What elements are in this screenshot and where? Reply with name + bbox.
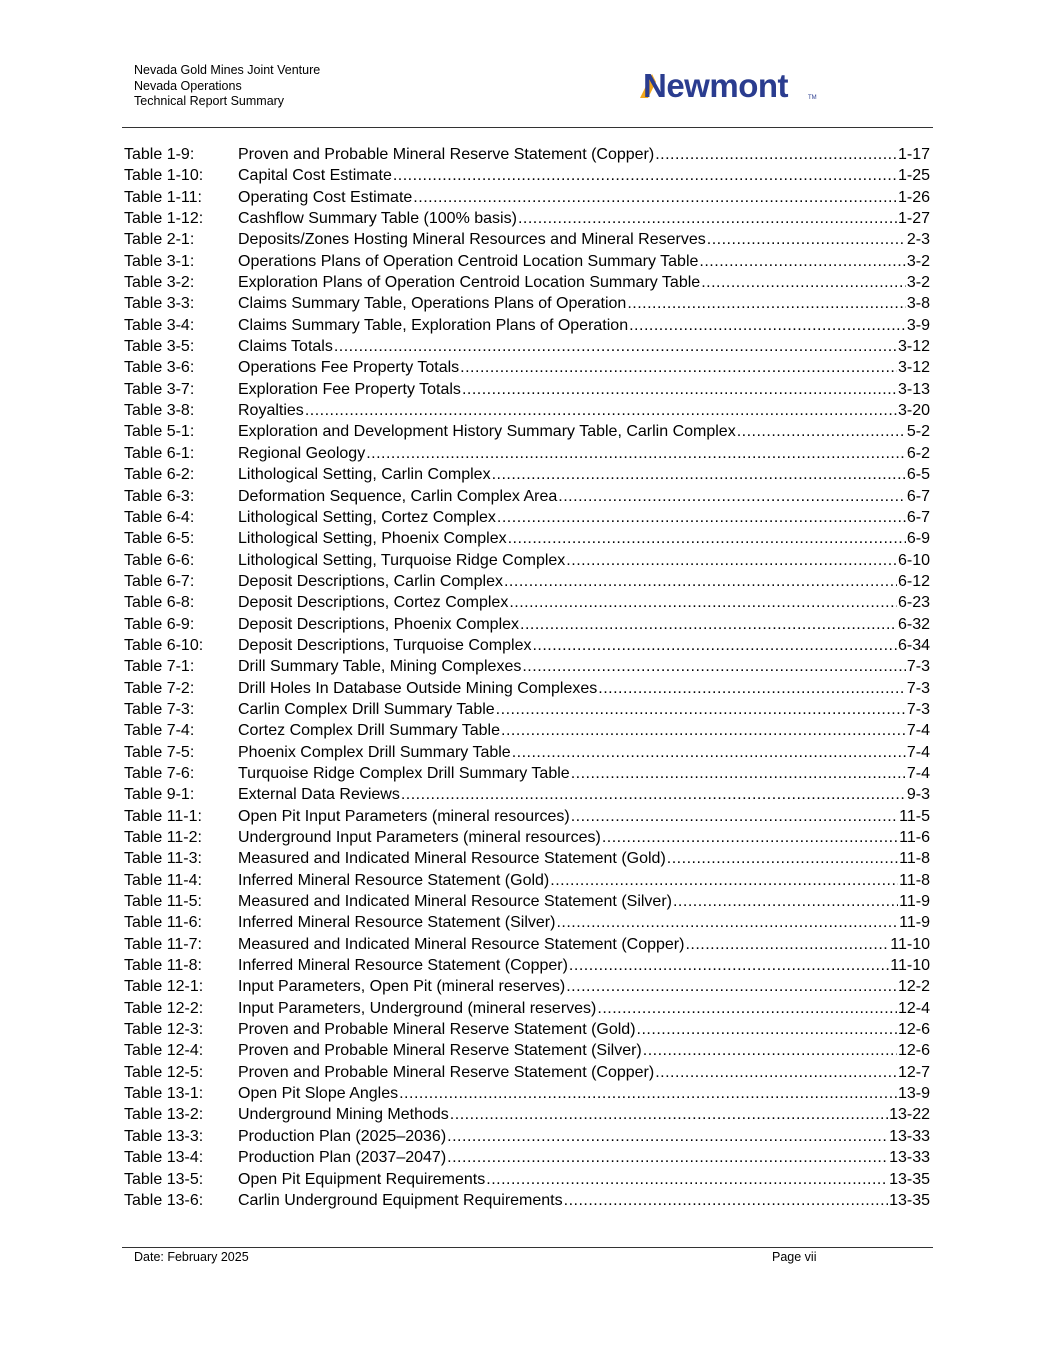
table-number: Table 7-6: bbox=[124, 764, 195, 782]
table-title[interactable]: Deposit Descriptions, Carlin Complex bbox=[238, 572, 503, 590]
toc-entry[interactable] bbox=[124, 400, 930, 421]
dot-leader bbox=[447, 1147, 888, 1168]
table-title[interactable]: Carlin Complex Drill Summary Table bbox=[238, 700, 495, 718]
page-reference[interactable]: 12-4 bbox=[897, 999, 930, 1017]
table-title[interactable]: Open Pit Slope Angles bbox=[238, 1085, 399, 1103]
dot-leader bbox=[492, 464, 906, 485]
toc-entry[interactable] bbox=[124, 912, 930, 933]
table-title[interactable]: Lithological Setting, Phoenix Complex bbox=[238, 530, 507, 548]
svg-text:Newmont: Newmont bbox=[643, 67, 788, 102]
toc-entry[interactable] bbox=[124, 998, 930, 1019]
toc-entry[interactable] bbox=[124, 614, 930, 635]
table-number: Table 11-2: bbox=[124, 829, 202, 846]
dot-leader bbox=[399, 1083, 897, 1104]
page-reference[interactable]: 1-25 bbox=[897, 167, 930, 185]
table-number: Table 6-7: bbox=[124, 572, 195, 590]
table-title[interactable]: Measured and Indicated Mineral Resource Statement (Gold) bbox=[238, 850, 666, 868]
page-reference[interactable]: 7-4 bbox=[906, 743, 930, 761]
table-title[interactable]: Operations Plans of Operation Centroid Location Summary Table bbox=[238, 252, 699, 270]
table-number: Table 6-1: bbox=[124, 444, 195, 462]
toc-entry[interactable] bbox=[124, 187, 930, 208]
toc-entry[interactable] bbox=[124, 955, 930, 976]
table-title[interactable]: Open Pit Input Parameters (mineral resources) bbox=[238, 807, 570, 825]
table-number: Table 11-1: bbox=[124, 807, 202, 825]
toc-entry[interactable] bbox=[124, 891, 930, 912]
toc-entry[interactable] bbox=[124, 1104, 930, 1125]
page-reference[interactable]: 11-10 bbox=[890, 935, 930, 953]
toc-entry[interactable] bbox=[124, 1126, 930, 1147]
page-reference[interactable]: 7-4 bbox=[906, 722, 930, 740]
toc-entry[interactable] bbox=[124, 251, 930, 272]
footer-divider bbox=[122, 1247, 933, 1248]
table-title[interactable]: Production Plan (2025–2036) bbox=[238, 1127, 447, 1145]
table-number: Table 11-3: bbox=[124, 850, 202, 868]
toc-entry[interactable] bbox=[124, 763, 930, 784]
toc-entry[interactable] bbox=[124, 720, 930, 741]
table-title[interactable]: Inferred Mineral Resource Statement (Copper) bbox=[238, 957, 568, 975]
toc-entry[interactable] bbox=[124, 208, 930, 229]
document-header bbox=[134, 63, 320, 110]
table-number: Table 3-4: bbox=[124, 316, 195, 334]
page-reference[interactable]: 3-20 bbox=[897, 402, 930, 420]
toc-entry[interactable] bbox=[124, 293, 930, 314]
table-title[interactable]: Lithological Setting, Cortez Complex bbox=[238, 508, 496, 526]
newmont-logo bbox=[640, 66, 820, 102]
page-reference[interactable]: 6-7 bbox=[906, 508, 930, 526]
dot-leader bbox=[520, 614, 897, 635]
table-number: Table 13-2: bbox=[124, 1106, 204, 1124]
table-number: Table 1-12: bbox=[124, 210, 204, 228]
page-reference[interactable]: 13-9 bbox=[897, 1085, 930, 1103]
table-title[interactable]: Input Parameters, Open Pit (mineral reserves) bbox=[238, 978, 566, 996]
toc-entry[interactable] bbox=[124, 357, 930, 378]
page-reference[interactable]: 6-2 bbox=[906, 444, 930, 462]
dot-leader bbox=[667, 848, 898, 869]
toc-entry[interactable] bbox=[124, 315, 930, 336]
toc-entry[interactable] bbox=[124, 272, 930, 293]
table-title[interactable]: Open Pit Equipment Requirements bbox=[238, 1170, 486, 1188]
table-number: Table 3-2: bbox=[124, 274, 195, 292]
dot-leader bbox=[509, 592, 897, 613]
table-number: Table 6-10: bbox=[124, 636, 204, 654]
toc-entry[interactable] bbox=[124, 742, 930, 763]
page-reference[interactable]: 6-9 bbox=[906, 530, 930, 548]
table-number: Table 7-5: bbox=[124, 743, 195, 761]
dot-leader bbox=[566, 976, 897, 997]
dot-leader bbox=[655, 144, 897, 165]
dot-leader bbox=[571, 763, 906, 784]
page-reference[interactable]: 6-23 bbox=[897, 594, 930, 612]
toc-entry[interactable] bbox=[124, 656, 930, 677]
dot-leader bbox=[518, 208, 897, 229]
dot-leader bbox=[447, 1126, 888, 1147]
toc-entry[interactable] bbox=[124, 421, 930, 442]
table-number: Table 3-6: bbox=[124, 359, 195, 377]
header-line: Nevada Operations bbox=[134, 78, 242, 93]
dot-leader bbox=[550, 870, 898, 891]
table-title[interactable]: Measured and Indicated Mineral Resource Statement (Silver) bbox=[238, 893, 672, 911]
toc-entry[interactable] bbox=[124, 165, 930, 186]
table-title[interactable]: Inferred Mineral Resource Statement (Gold) bbox=[238, 871, 550, 889]
page-reference[interactable]: 13-35 bbox=[889, 1170, 930, 1188]
table-number: Table 3-1: bbox=[124, 252, 195, 270]
table-number: Table 11-7: bbox=[124, 935, 202, 953]
table-number: Table 6-5: bbox=[124, 530, 195, 548]
table-title[interactable]: Exploration and Development History Summary Table, Carlin Complex bbox=[238, 423, 736, 441]
toc-entry[interactable] bbox=[124, 464, 930, 485]
table-title[interactable]: Proven and Probable Mineral Reserve Statement (Copper) bbox=[238, 146, 655, 163]
dot-leader bbox=[334, 336, 897, 357]
table-number: Table 12-5: bbox=[124, 1063, 204, 1081]
dot-leader bbox=[637, 1019, 897, 1040]
dot-leader bbox=[504, 571, 897, 592]
page-reference[interactable]: 1-26 bbox=[897, 188, 930, 206]
page-reference[interactable]: 1-27 bbox=[897, 210, 930, 228]
page-reference[interactable]: 11-8 bbox=[899, 871, 930, 889]
table-title[interactable]: Input Parameters, Underground (mineral reserves) bbox=[238, 999, 597, 1017]
svg-text:TM: TM bbox=[808, 95, 817, 101]
table-title[interactable]: Proven and Probable Mineral Reserve Statement (Silver) bbox=[238, 1042, 642, 1060]
dot-leader bbox=[501, 720, 906, 741]
toc-entry[interactable] bbox=[124, 848, 930, 869]
dot-leader bbox=[598, 678, 906, 699]
page-reference[interactable]: 3-2 bbox=[906, 274, 930, 292]
dot-leader bbox=[450, 1104, 888, 1125]
header-line: Technical Report Summary bbox=[134, 94, 285, 108]
table-title[interactable]: Drill Holes In Database Outside Mining Complexes bbox=[238, 679, 598, 697]
page-reference[interactable]: 7-3 bbox=[906, 700, 930, 718]
table-title[interactable]: Measured and Indicated Mineral Resource Statement (Copper) bbox=[238, 935, 685, 953]
page-reference[interactable]: 13-35 bbox=[889, 1191, 930, 1209]
page-reference[interactable]: 12-2 bbox=[897, 978, 930, 996]
dot-leader bbox=[532, 635, 897, 656]
table-title[interactable]: Claims Summary Table, Operations Plans of Operation bbox=[238, 295, 627, 313]
dot-leader bbox=[522, 656, 906, 677]
page-reference[interactable]: 6-34 bbox=[897, 636, 930, 654]
list-of-tables bbox=[124, 144, 930, 1211]
table-title[interactable]: Exploration Plans of Operation Centroid Location Summary Table bbox=[238, 274, 701, 292]
table-number: Table 13-3: bbox=[124, 1127, 204, 1145]
table-number: Table 13-5: bbox=[124, 1170, 204, 1188]
dot-leader bbox=[643, 1040, 897, 1061]
table-title[interactable]: Underground Input Parameters (mineral resources) bbox=[238, 829, 601, 846]
table-title[interactable]: Claims Summary Table, Exploration Plans of Operation bbox=[238, 316, 629, 334]
table-number: Table 11-4: bbox=[124, 871, 202, 889]
dot-leader bbox=[366, 443, 906, 464]
table-title[interactable]: Royalties bbox=[238, 402, 304, 420]
page-reference[interactable]: 6-32 bbox=[897, 615, 930, 633]
footer-date: Date: February 2025 bbox=[134, 1250, 249, 1264]
page-reference[interactable]: 13-22 bbox=[889, 1106, 930, 1124]
header-line: Nevada Gold Mines Joint Venture bbox=[134, 63, 321, 77]
toc-entry[interactable] bbox=[124, 443, 930, 464]
table-title[interactable]: Phoenix Complex Drill Summary Table bbox=[238, 743, 511, 761]
toc-entry[interactable] bbox=[124, 144, 930, 165]
table-title[interactable]: Deposits/Zones Hosting Mineral Resources and Mineral Reserves bbox=[238, 231, 706, 249]
table-number: Table 12-1: bbox=[124, 978, 204, 996]
page-reference[interactable]: 11-6 bbox=[899, 829, 930, 846]
page-reference[interactable]: 5-2 bbox=[906, 423, 930, 441]
toc-entry[interactable] bbox=[124, 870, 930, 891]
dot-leader bbox=[497, 507, 906, 528]
table-title[interactable]: Cashflow Summary Table (100% basis) bbox=[238, 210, 517, 228]
table-title[interactable]: Inferred Mineral Resource Statement (Silver) bbox=[238, 914, 556, 932]
dot-leader bbox=[558, 486, 906, 507]
table-number: Table 13-1: bbox=[124, 1085, 204, 1103]
header-divider bbox=[122, 127, 933, 128]
table-title[interactable]: Cortez Complex Drill Summary Table bbox=[238, 722, 500, 740]
toc-entry[interactable] bbox=[124, 592, 930, 613]
page-reference[interactable]: 11-9 bbox=[899, 914, 930, 932]
dot-leader bbox=[460, 357, 897, 378]
toc-entry[interactable] bbox=[124, 1040, 930, 1061]
table-number: Table 7-2: bbox=[124, 679, 195, 697]
table-title[interactable]: Capital Cost Estimate bbox=[238, 167, 392, 185]
toc-entry[interactable] bbox=[124, 507, 930, 528]
toc-entry[interactable] bbox=[124, 528, 930, 549]
table-number: Table 12-2: bbox=[124, 999, 204, 1017]
dot-leader bbox=[569, 955, 889, 976]
table-number: Table 5-1: bbox=[124, 423, 195, 441]
dot-leader bbox=[413, 187, 897, 208]
dot-leader bbox=[462, 379, 897, 400]
table-number: Table 11-6: bbox=[124, 914, 202, 932]
dot-leader bbox=[571, 806, 898, 827]
toc-entry[interactable] bbox=[124, 827, 930, 848]
footer-page-number: Page vii bbox=[772, 1250, 817, 1264]
dot-leader bbox=[401, 784, 906, 805]
toc-entry[interactable] bbox=[124, 1083, 930, 1104]
dot-leader bbox=[627, 293, 906, 314]
table-number: Table 7-4: bbox=[124, 722, 195, 740]
dot-leader bbox=[496, 699, 906, 720]
table-number: Table 6-3: bbox=[124, 487, 195, 505]
page-reference[interactable]: 12-6 bbox=[897, 1042, 930, 1060]
dot-leader bbox=[564, 1190, 888, 1211]
toc-entry[interactable] bbox=[124, 976, 930, 997]
dot-leader bbox=[629, 315, 906, 336]
page-reference[interactable]: 11-9 bbox=[899, 893, 930, 911]
toc-entry[interactable] bbox=[124, 571, 930, 592]
table-number: Table 2-1: bbox=[124, 231, 195, 249]
dot-leader bbox=[597, 998, 897, 1019]
table-number: Table 7-3: bbox=[124, 700, 195, 718]
table-number: Table 6-8: bbox=[124, 594, 195, 612]
page-reference[interactable]: 11-5 bbox=[899, 807, 930, 825]
dot-leader bbox=[699, 251, 905, 272]
dot-leader bbox=[512, 742, 906, 763]
toc-entry[interactable] bbox=[124, 1147, 930, 1168]
page-reference[interactable]: 7-3 bbox=[906, 658, 930, 676]
toc-entry[interactable] bbox=[124, 379, 930, 400]
table-title[interactable]: Production Plan (2037–2047) bbox=[238, 1149, 447, 1167]
dot-leader bbox=[566, 550, 897, 571]
table-title[interactable]: Claims Totals bbox=[238, 338, 333, 356]
table-number: Table 1-11: bbox=[124, 188, 202, 206]
table-number: Table 12-4: bbox=[124, 1042, 204, 1060]
table-title[interactable]: Deposit Descriptions, Turquoise Complex bbox=[238, 636, 532, 654]
dot-leader bbox=[393, 165, 897, 186]
table-title[interactable]: Underground Mining Methods bbox=[238, 1106, 449, 1124]
table-title[interactable]: Operating Cost Estimate bbox=[238, 188, 413, 206]
table-title[interactable]: Proven and Probable Mineral Reserve Statement (Gold) bbox=[238, 1021, 636, 1039]
toc-entry[interactable] bbox=[124, 336, 930, 357]
dot-leader bbox=[737, 421, 906, 442]
toc-entry[interactable] bbox=[124, 1169, 930, 1190]
table-number: Table 3-3: bbox=[124, 295, 195, 313]
table-number: Table 6-4: bbox=[124, 508, 195, 526]
page-reference[interactable]: 3-9 bbox=[906, 316, 930, 334]
dot-leader bbox=[701, 272, 906, 293]
page-reference[interactable]: 6-5 bbox=[906, 466, 930, 484]
dot-leader bbox=[673, 891, 898, 912]
dot-leader bbox=[685, 934, 889, 955]
table-number: Table 7-1: bbox=[124, 658, 195, 676]
page-reference[interactable]: 3-12 bbox=[897, 359, 930, 377]
table-number: Table 3-5: bbox=[124, 338, 195, 356]
table-title[interactable]: Lithological Setting, Turquoise Ridge Complex bbox=[238, 551, 566, 569]
page-reference[interactable]: 3-2 bbox=[906, 252, 930, 270]
toc-entry[interactable] bbox=[124, 806, 930, 827]
page-reference[interactable]: 3-8 bbox=[906, 295, 930, 313]
toc-entry[interactable] bbox=[124, 1190, 930, 1211]
toc-entry[interactable] bbox=[124, 550, 930, 571]
page-reference[interactable]: 11-10 bbox=[890, 957, 930, 975]
dot-leader bbox=[602, 827, 898, 848]
table-number: Table 6-6: bbox=[124, 551, 195, 569]
dot-leader bbox=[556, 912, 898, 933]
page-reference[interactable]: 6-12 bbox=[897, 572, 930, 590]
table-number: Table 6-2: bbox=[124, 466, 195, 484]
table-number: Table 11-8: bbox=[124, 957, 202, 975]
page-reference[interactable]: 7-3 bbox=[906, 679, 930, 697]
table-number: Table 1-9: bbox=[124, 146, 195, 163]
page-reference[interactable]: 6-7 bbox=[906, 487, 930, 505]
table-title[interactable]: Operations Fee Property Totals bbox=[238, 359, 460, 377]
toc-entry[interactable] bbox=[124, 784, 930, 805]
table-title[interactable]: Deformation Sequence, Carlin Complex Area bbox=[238, 487, 558, 505]
dot-leader bbox=[486, 1169, 888, 1190]
table-number: Table 13-4: bbox=[124, 1149, 204, 1167]
toc-entry[interactable] bbox=[124, 635, 930, 656]
table-title[interactable]: Deposit Descriptions, Phoenix Complex bbox=[238, 615, 520, 633]
table-number: Table 3-7: bbox=[124, 380, 195, 398]
table-number: Table 9-1: bbox=[124, 786, 195, 804]
table-number: Table 13-6: bbox=[124, 1191, 204, 1209]
page-reference[interactable]: 13-33 bbox=[889, 1149, 930, 1167]
table-title[interactable]: External Data Reviews bbox=[238, 786, 400, 804]
page-reference[interactable]: 12-6 bbox=[897, 1021, 930, 1039]
table-number: Table 12-3: bbox=[124, 1021, 204, 1039]
page-reference[interactable]: 2-3 bbox=[906, 231, 930, 249]
dot-leader bbox=[305, 400, 897, 421]
table-title[interactable]: Exploration Fee Property Totals bbox=[238, 380, 461, 398]
table-title[interactable]: Proven and Probable Mineral Reserve Statement (Copper) bbox=[238, 1063, 655, 1081]
page-reference[interactable]: 12-7 bbox=[897, 1063, 930, 1081]
page-reference[interactable]: 6-10 bbox=[897, 551, 930, 569]
page-reference[interactable]: 3-12 bbox=[897, 338, 930, 356]
table-number: Table 1-10: bbox=[124, 167, 204, 185]
toc-entry[interactable] bbox=[124, 1019, 930, 1040]
dot-leader bbox=[508, 528, 906, 549]
toc-entry[interactable] bbox=[124, 678, 930, 699]
page-reference[interactable]: 13-33 bbox=[889, 1127, 930, 1145]
page-reference[interactable]: 3-13 bbox=[897, 380, 930, 398]
toc-entry[interactable] bbox=[124, 486, 930, 507]
table-number: Table 6-9: bbox=[124, 615, 195, 633]
table-title[interactable]: Drill Summary Table, Mining Complexes bbox=[238, 658, 522, 676]
table-number: Table 11-5: bbox=[124, 893, 202, 911]
table-title[interactable]: Lithological Setting, Carlin Complex bbox=[238, 466, 491, 484]
toc-entry[interactable] bbox=[124, 934, 930, 955]
table-title[interactable]: Turquoise Ridge Complex Drill Summary Table bbox=[238, 764, 570, 782]
table-title[interactable]: Deposit Descriptions, Cortez Complex bbox=[238, 594, 509, 612]
dot-leader bbox=[707, 229, 906, 250]
page-reference[interactable]: 7-4 bbox=[906, 764, 930, 782]
toc-entry[interactable] bbox=[124, 1062, 930, 1083]
table-title[interactable]: Carlin Underground Equipment Requirements bbox=[238, 1191, 563, 1209]
page-reference[interactable]: 9-3 bbox=[906, 786, 930, 804]
dot-leader bbox=[655, 1062, 897, 1083]
table-number: Table 3-8: bbox=[124, 402, 195, 420]
page-reference[interactable]: 11-8 bbox=[899, 850, 930, 868]
page-reference[interactable]: 1-17 bbox=[897, 146, 930, 163]
toc-entry[interactable] bbox=[124, 229, 930, 250]
table-title[interactable]: Regional Geology bbox=[238, 444, 366, 462]
toc-entry[interactable] bbox=[124, 699, 930, 720]
